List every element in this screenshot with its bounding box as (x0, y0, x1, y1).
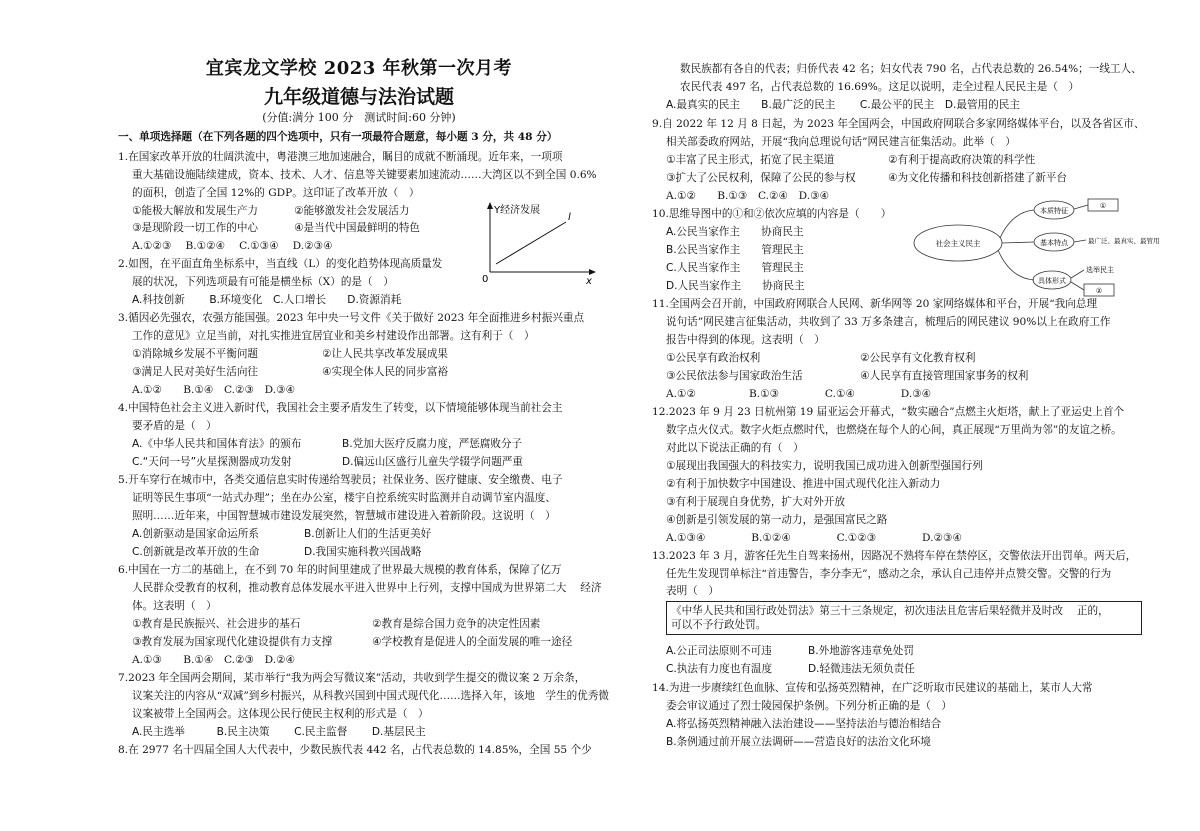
q7-line1: 7.2023 年全国两会期间，某市举行“我为两会写微议案”活动，共收到学生提交的微议案 2 万余条， (118, 672, 586, 684)
law-quote-box (666, 601, 1142, 635)
q1-line1: 1.在国家改革开放的壮阔洪流中，粤港澳三地加速融合，瞩目的成就不断涌现。近年来，一项项 (118, 151, 563, 163)
mind-map (912, 196, 1160, 306)
q12-option-3: ③有利于展现自身优势，扩大对外开放 (666, 496, 845, 508)
q12-option-1: ①展现出我国强大的科技实力，说明我国已成功进入创新型强国行列 (666, 460, 983, 472)
q14-option-b: B.条例通过前开展立法调研——营造良好的法治文化环境 (666, 736, 931, 748)
q6-line3: 体。这表明（ ） (132, 600, 217, 612)
q8-line3: 农民代表 497 名，占代表总数的 16.69%。这足以说明，走全过程人民民主是（ ） (680, 81, 1080, 93)
q13-option-b: B.外地游客违章免处罚 (808, 645, 914, 657)
q11-option-3: ③公民依法参与国家政治生活 (666, 370, 803, 382)
q13-line1: 13.2023 年 3 月，游客任先生自驾来扬州，因路况不熟将车停在禁停区，交警依法开出罚单。两天后， (652, 550, 1137, 562)
line-label: l (568, 212, 571, 223)
q1-option-2: ②能够激发社会发展活力 (294, 205, 410, 217)
q6-option-3: ③教育发展为国家现代化建设提供有力支撑 (132, 636, 333, 648)
q9-option-2: ②有利于提高政府决策的科学性 (888, 154, 1036, 166)
mindmap-node-3-label: 具体形式 (1038, 277, 1066, 285)
q5-option-c: C.创新就是改革开放的生命 (132, 546, 260, 558)
mindmap-box-1-label: ① (1099, 202, 1107, 210)
mindmap-link-3a (1071, 270, 1084, 278)
mindmap-node-2-value: 最广泛、最真实、最管用 (1088, 237, 1160, 245)
q2-answers: A.科技创新 B.环境变化 C.人口增长 D.资源消耗 (132, 294, 402, 306)
q13-option-c: C.执法有力度也有温度 (666, 663, 773, 675)
q1-option-3: ③是现阶段一切工作的中心 (132, 222, 259, 234)
q9-line2: 相关部委政府网站，开展“我向总理说句话”网民建言征集活动。此举（ ） (666, 136, 1016, 148)
mindmap-node-2-label: 基本特点 (1040, 239, 1068, 247)
origin-label: 0 (482, 274, 489, 285)
q6-option-2: ②教育是综合国力竞争的决定性因素 (372, 618, 541, 630)
mindmap-box-2-label: ② (1095, 287, 1103, 295)
q5-option-a: A.创新驱动是国家命运所系 (132, 528, 259, 540)
q3-answers: A.①② B.①④ C.②③ D.③④ (132, 384, 296, 396)
q5-line2: 证明等民生事项“一站式办理”；坐在办公室，楼宇自控系统实时监测并自动调节室内温度、 (132, 492, 556, 504)
q5-option-b: B.创新让人们的生活更美好 (304, 528, 432, 540)
q9-line1: 9.自 2022 年 12 月 8 日起，为 2023 年全国两会，中国政府网联合多家网络媒体平台，以及各省区市、 (652, 118, 1145, 130)
q1-option-1: ①能极大解放和发展生产力 (132, 205, 259, 217)
q8-line1: 8.在 2977 名十四届全国人大代表中，少数民族代表 442 名，占代表总数的 14.85%，全国 55 个少 (118, 744, 592, 756)
q3-option-4: ④实现全体人民的同步富裕 (322, 366, 449, 378)
q8-line2: 数民族都有各自的代表；归侨代表 42 名；妇女代表 790 名，占代表总数的 26.54%；一线工人、 (680, 63, 1142, 75)
exam-title: 九年级道德与法治试题 (263, 86, 454, 108)
section-heading: 一、单项选择题（在下列各题的四个选项中，只有一项最符合题意，每小题 3 分，共 48 分） (118, 131, 558, 143)
q4-option-b: B.党加大医疗反腐力度，严惩腐败分子 (342, 438, 523, 450)
q10-option-d: D.人民当家作主 协商民主 (666, 280, 805, 292)
q2-line1: 2.如图，在平面直角坐标系中，当直线（L）的变化趋势体现高质量发 (118, 258, 443, 270)
trend-line (496, 222, 566, 264)
q4-option-c: C.“天问一号”火星探测器成功发射 (132, 456, 292, 468)
q3-option-3: ③满足人民对美好生活向往 (132, 366, 259, 378)
q7-answers: A.民主选举 B.民主决策 C.民主监督 D.基层民主 (132, 726, 426, 738)
score-info: (分值:满分 100 分 测试时间:60 分钟) (262, 111, 456, 124)
q12-line2: 数字点火仪式。数字火炬点燃时代，也燃烧在每个人的心间，真正展现“万里尚为邻”的友谊之桥。 (666, 424, 1122, 436)
q12-answers: A.①③④ B.①②④ C.①②③ D.②③④ (666, 532, 962, 544)
mindmap-link-1 (1074, 205, 1088, 209)
economy-graph (482, 200, 598, 286)
mindmap-center-label: 社会主义民主 (935, 239, 981, 248)
q11-option-2: ②公民享有文化教育权利 (860, 352, 976, 364)
q6-option-1: ①教育是民族振兴、社会进步的基石 (132, 618, 301, 630)
q12-option-4: ④创新是引领发展的第一动力，是强国富民之路 (666, 514, 888, 526)
q14-line1: 14.为进一步赓续红色血脉、宣传和弘扬英烈精神，在广泛听取市民建议的基础上，某市人大常 (652, 682, 1093, 694)
mindmap-branch-2 (1002, 242, 1034, 243)
q3-line1: 3.循因必先强农，农强方能国强。2023 年中央一号文件《关于做好 2023 年全面推进乡村振兴重点 (118, 312, 585, 324)
q13-option-a: A.公正司法原则不可违 (666, 645, 772, 657)
q1-option-4: ④是当代中国最鲜明的特色 (294, 222, 421, 234)
q12-line1: 12.2023 年 9 月 23 日杭州第 19 届亚运会开幕式，“数实融合”点燃主火炬塔，献上了亚运史上首个 (652, 406, 1125, 418)
q13-line2: 任先生发现罚单标注“首违警告，李分李无”，感动之余，承认自己违停并点赞交警。交警的行为 (666, 568, 1112, 580)
q1-line2: 重大基础设施陆续建成，资本、技术、人才、信息等关键要素加速流动……大湾区以不到全国 0.6% (132, 169, 597, 181)
q9-option-3: ③扩大了公民权利，保障了公民的参与权 (666, 172, 856, 184)
x-arrow (589, 269, 596, 275)
q13-option-d: D.轻微违法无须负责任 (808, 663, 915, 675)
q14-option-a: A.将弘扬英烈精神融入法治建设——坚持法治与德治相结合 (666, 718, 942, 730)
q1-answers: A.①②③ B.①②④ C.①③④ D.②③④ (132, 240, 333, 252)
q5-line1: 5.开车穿行在城市中，各类交通信息实时传递给驾驶员；社保业务、医疗健康、安全缴费、电子 (118, 474, 563, 486)
q9-answers: A.①② B.①③ C.②④ D.③④ (666, 190, 830, 202)
q3-option-1: ①消除城乡发展不平衡问题 (132, 348, 259, 360)
q11-answers: A.①② B.①③ C.①④ D.③④ (666, 388, 932, 400)
q10-option-c: C.人民当家作主 管理民主 (666, 262, 804, 274)
q11-line3: 报告中得到的体现。这表明（ ） (666, 334, 825, 346)
q10-option-a: A.公民当家作主 协商民主 (666, 226, 804, 238)
q4-option-a: A.《中华人民共和国体育法》的颁布 (132, 438, 302, 450)
q4-line2: 要矛盾的是（ ） (132, 420, 217, 432)
q5-option-d: D.我国实施科教兴国战略 (304, 546, 422, 558)
q1-line3: 的面积，创造了全国 12%的 GDP。这印证了改革开放（ ） (132, 187, 420, 199)
q5-line3: 照明……近年来，中国智慧城市建设发展突然，智慧城市建设进入着新阶段。这说明（ ） (132, 510, 556, 522)
q6-line1: 6.中国在一方二的基础上，在不到 70 年的时间里建成了世界最大规模的教育体系，保障了亿万 (118, 564, 562, 576)
mindmap-branch-1 (1000, 210, 1034, 238)
mindmap-node-1-label: 本质特征 (1040, 207, 1068, 215)
q14-line2: 委会审议通过了烈士陵园保护条例。下列分析正确的是（ ） (666, 700, 953, 712)
q7-line3: 议案被带上全国两会。这体现公民行使民主权利的形式是（ ） (132, 708, 429, 720)
q12-line3: 对此以下说法正确的有（ ） (666, 442, 804, 454)
q6-answers: A.①③ B.①④ C.②③ D.②④ (132, 654, 296, 666)
q6-option-4: ④学校教育是促进人的全面发展的唯一途径 (372, 636, 573, 648)
q11-line2: 说句话”网民建言征集活动，共收到了 33 万多条建言，梳理后的网民建议 90%以上在政府工作 (666, 316, 1111, 328)
y-arrow (487, 202, 493, 209)
q6-line2: 人民群众受教育的权利，推动教育总体发展水平进入世界中上行列，支撑中国成为世界第二大 经济 (132, 582, 602, 594)
mindmap-node-3a-label: 选举民主 (1086, 266, 1114, 274)
school-title: 宜宾龙文学校 2023 年秋第一次月考 (205, 58, 513, 79)
mindmap-branch-3 (998, 250, 1034, 280)
q12-option-2: ②有利于加快数字中国建设、推进中国式现代化注入新动力 (666, 478, 941, 490)
q13-line3: 表明（ ） (666, 585, 719, 597)
q7-line2: 议案关注的内容从“双减”到乡村振兴，从科教兴国到中国式现代化……选择入年，该地 学生的优秀微 (132, 690, 609, 702)
q3-option-2: ②让人民共享改革发展成果 (322, 348, 449, 360)
x-axis-label: x (586, 276, 592, 287)
q11-option-1: ①公民享有政治权利 (666, 352, 761, 364)
q4-line1: 4.中国特色社会主义进入新时代，我国社会主要矛盾发生了转变，以下情境能够体现当前社会主 (118, 402, 563, 414)
mindmap-link-3b (1071, 282, 1084, 290)
q10-line1: 10.思维导图中的①和②依次应填的内容是（ ） (652, 208, 892, 220)
q3-line2: 工作的意见》立足当前，对扎实推进宜居宜业和美乡村建设作出部署。这有利于（ ） (132, 330, 535, 342)
q11-line1: 11.全国两会召开前，中国政府网联合人民网、新华网等 20 家网络媒体和平台，开展“我向总理 (652, 298, 1098, 310)
q4-option-d: D.偏远山区盛行儿童失学辍学问题严重 (342, 456, 524, 468)
y-axis-label: Y经济发展 (494, 205, 541, 216)
q11-option-4: ④人民享有直接管理国家事务的权利 (860, 370, 1029, 382)
q10-option-b: B.公民当家作主 管理民主 (666, 244, 804, 256)
q8-answers: A.最真实的民主 B.最广泛的民主 C.最公平的民主 D.最管用的民主 (666, 99, 1020, 111)
q2-line2: 展的状况，下列选项最有可能是横坐标（X）的是（ ） (132, 276, 394, 288)
q9-option-4: ④为文化传播和科技创新搭建了新平台 (888, 172, 1067, 184)
law-quote-line2: 可以不予行政处罚。 (671, 619, 767, 631)
q9-option-1: ①丰富了民主形式，拓宽了民主渠道 (666, 154, 835, 166)
law-quote-line1: 《中华人民共和国行政处罚法》第三十三条规定，初次违法且危害后果轻微并及时改 正的， (671, 605, 1109, 617)
mindmap-link-2 (1074, 240, 1086, 242)
